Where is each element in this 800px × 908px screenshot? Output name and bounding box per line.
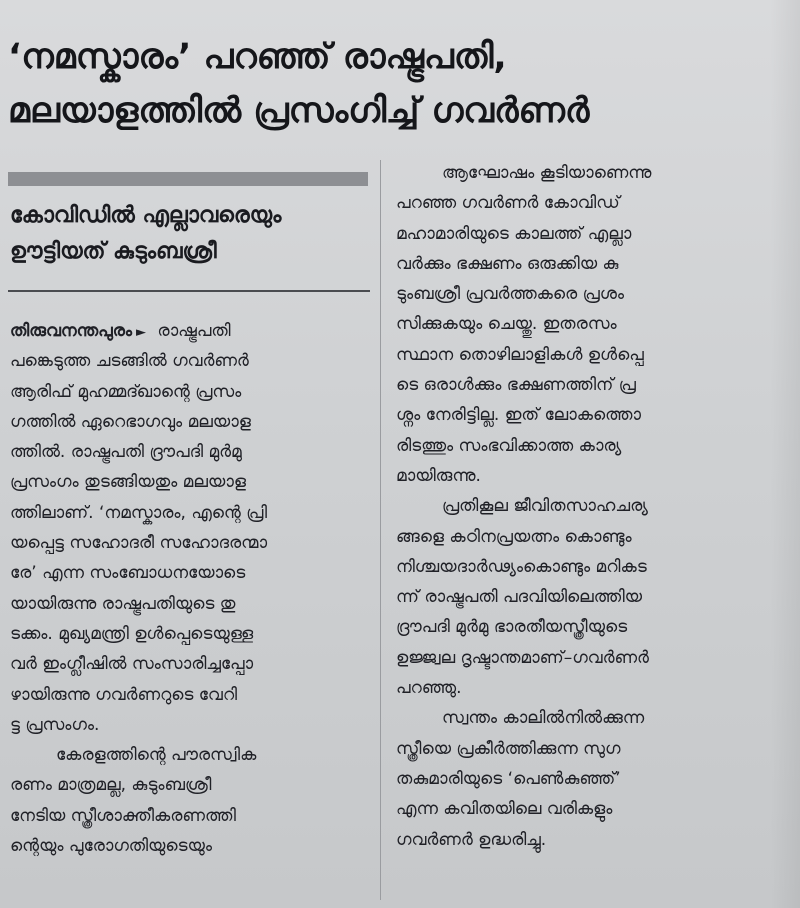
body-line: ന്ന് രാഷ്ട്രപതി പദവിയിലെത്തിയ <box>396 587 643 608</box>
body-line: യായിരുന്നു രാഷ്ട്രപതിയുടെ തു <box>10 593 236 614</box>
body-line: മായിരുന്നു. <box>396 465 481 486</box>
body-line: ദ്രൗപദി മുർമു ഭാരതീയസ്ത്രീയുടെ <box>396 617 628 638</box>
body-line: തകുമാരിയുടെ ‘പെൺകുഞ്ഞ്’ <box>396 768 621 789</box>
body-line: തിരുവനന്തപുരം ► രാഷ്ട്രപതി <box>10 321 231 341</box>
body-line: വർ ഇംഗ്ലീഷിൽ സംസാരിച്ചപ്പോ <box>10 654 254 675</box>
body-line: പറഞ്ഞ ഗവർണർ കോവിഡ് <box>396 193 620 214</box>
body-line: ത്തിൽ. രാഷ്ട്രപതി ദ്രൗപദി മുർമു <box>10 442 242 463</box>
body-line: ടക്കം. മുഖ്യമന്ത്രി ഉൾപ്പെടെയുള്ള <box>10 623 254 644</box>
body-line: സ്ഥാന തൊഴിലാളികൾ ഉൾപ്പെ <box>396 344 644 365</box>
body-line: രണം മാത്രമല്ല, കുടുംബശ്രീ <box>10 775 212 796</box>
right-column <box>396 158 794 898</box>
subheadline-divider <box>8 290 370 292</box>
body-line: ഗത്തിൽ ഏറെഭാഗവും മലയാള <box>10 411 251 432</box>
dateline: തിരുവനന്തപുരം <box>10 321 132 341</box>
headline-line: മലയാളത്തിൽ പ്രസംഗിച്ച് ഗവർണർ <box>8 91 590 131</box>
body-line: ട്ട പ്രസംഗം. <box>10 714 100 735</box>
body-line: ശ്നം നേരിട്ടില്ല. ഇത് ലോകത്തൊ <box>396 405 642 426</box>
headline <box>8 30 792 138</box>
body-line: ആരിഫ് മുഹമ്മദ്ഖാന്റെ പ്രസം <box>10 381 242 402</box>
decorative-rule <box>8 172 368 186</box>
body-line: പ്രസംഗം തുടങ്ങിയതും മലയാള <box>10 472 246 493</box>
body-line: നേടിയ സ്ത്രീശാക്തീകരണത്തി <box>10 805 236 826</box>
body-line: ഉജ്ജ്വല ദൃഷ്ടാന്തമാണ്–ഗവർണർ <box>396 647 649 668</box>
body-line: ന്റെയും പുരോഗതിയുടെയും <box>10 836 213 857</box>
body-line: ത്തിലാണ്. ‘നമസ്കാരം, എന്റെ പ്രി <box>10 502 268 523</box>
body-line: ടുംബശ്രീ പ്രവർത്തകരെ പ്രശം <box>396 284 624 305</box>
body-line: ആഘോഷം കൂടിയാണെന്നു <box>442 163 652 183</box>
body-line: സ്ത്രീയെ പ്രകീർത്തിക്കുന്ന സുഗ <box>396 738 621 759</box>
subheadline-line: കോവിഡിൽ എല്ലാവരെയും <box>10 203 282 228</box>
body-line: വർക്കും ഭക്ഷണം ഒരുക്കിയ കു <box>396 253 619 274</box>
body-line: നിശ്ചയദാർഢ്യംകൊണ്ടും മറികട <box>396 556 647 577</box>
body-line: ടെ ഒരാൾക്കും ഭക്ഷണത്തിന് പ്ര <box>396 375 636 396</box>
subheadline-line: ഊട്ടിയത് കുടുംബശ്രീ <box>10 239 217 264</box>
body-line: സിക്കുകയും ചെയ്തു. ഇതരസം <box>396 314 617 335</box>
body-line: പറഞ്ഞു. <box>396 678 462 699</box>
body-line: എന്ന കവിതയിലെ വരികളും <box>396 799 613 820</box>
body-line: രേ’ എന്ന സംബോധനയോടെ <box>10 563 246 584</box>
body-line: ഴായിരുന്നു ഗവർണറുടെ വേറി <box>10 684 238 705</box>
body-line: സ്വന്തം കാലിൽനിൽക്കുന്ന <box>442 708 645 729</box>
body-line: മഹാമാരിയുടെ കാലത്ത് എല്ലാ <box>396 223 632 244</box>
headline-line: ‘നമസ്കാരം’ പറഞ്ഞ് രാഷ്ട്രപതി, <box>8 37 507 77</box>
body-line: യപ്പെട്ട സഹോദരീ സഹോദരന്മാ <box>10 533 268 554</box>
column-divider <box>380 160 381 900</box>
body-line: രിടത്തും സംഭവിക്കാത്ത കാര്യ <box>396 435 622 456</box>
body-line: കേരളത്തിന്റെ പൗരസ്വിക <box>56 745 257 766</box>
dateline-arrow-icon: ► <box>136 325 146 340</box>
subheadline <box>10 198 370 270</box>
body-line: ഗവർണർ ഉദ്ധരിച്ചു. <box>396 829 547 850</box>
left-column <box>10 316 372 906</box>
body-line: പ്രതികൂല ജീവിതസാഹചര്യ <box>442 496 648 517</box>
body-line: ങ്ങളെ കഠിനപ്രയത്നം കൊണ്ടും <box>396 526 632 547</box>
body-line: പങ്കെടുത്ത ചടങ്ങിൽ ഗവർണർ <box>10 351 249 372</box>
